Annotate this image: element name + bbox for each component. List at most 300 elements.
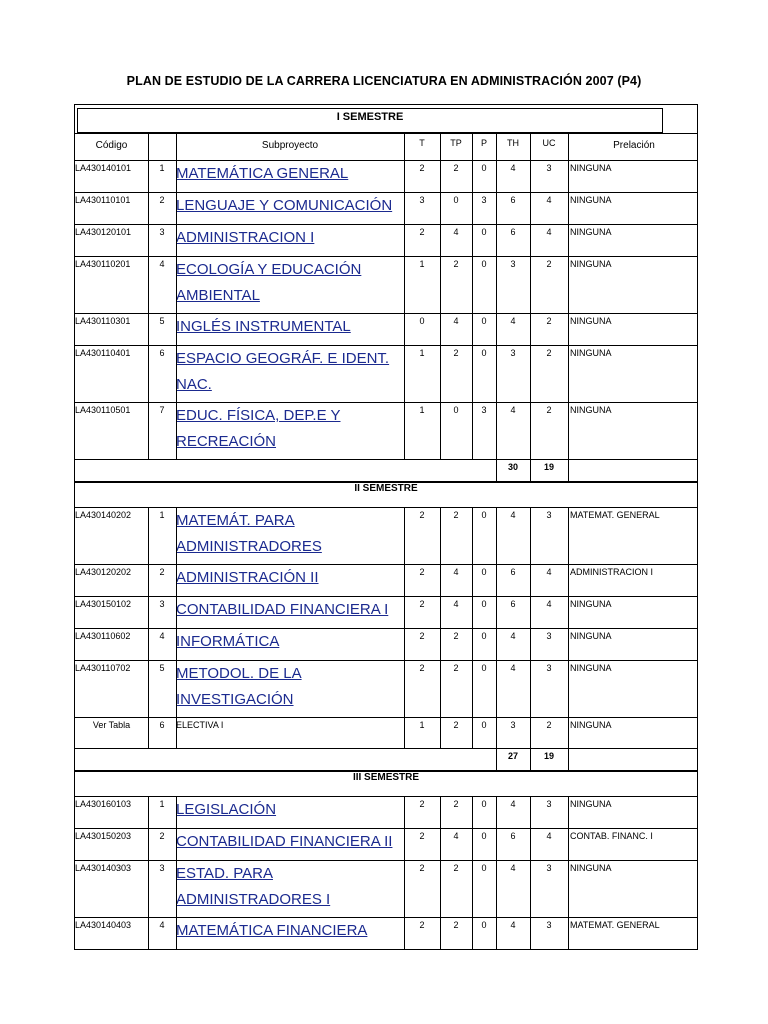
- course-th: 4: [510, 316, 516, 326]
- column-divider: [176, 225, 177, 256]
- course-p: 0: [481, 720, 487, 730]
- column-divider: [568, 257, 569, 313]
- column-divider: [148, 257, 149, 313]
- table-row: [74, 829, 698, 861]
- column-divider: [440, 508, 441, 564]
- course-t: 2: [419, 599, 425, 609]
- column-divider: [530, 861, 531, 917]
- table-row: [74, 629, 698, 661]
- course-p: 0: [481, 920, 487, 930]
- column-divider: [176, 134, 177, 160]
- course-name-line1: ESPACIO GEOGRÁF. E IDENT.: [176, 350, 390, 367]
- column-divider: [568, 861, 569, 917]
- course-th: 6: [510, 567, 516, 577]
- course-p: 3: [481, 405, 487, 415]
- course-p: 0: [481, 227, 487, 237]
- course-name-line1: EDUC. FÍSICA, DEP.E Y: [176, 407, 341, 424]
- column-divider: [440, 861, 441, 917]
- table-frame: [74, 460, 698, 481]
- column-divider: [176, 829, 177, 860]
- column-divider: [530, 749, 531, 770]
- column-divider: [404, 257, 405, 313]
- course-code: Ver Tabla: [92, 720, 131, 730]
- course-tp: 2: [453, 631, 459, 641]
- course-prerequisite: NINGUNA: [570, 663, 612, 673]
- column-divider: [440, 225, 441, 256]
- table-row: [74, 225, 698, 257]
- course-code: LA430150203: [75, 831, 132, 841]
- course-number: 4: [159, 631, 165, 641]
- column-divider: [148, 346, 149, 402]
- column-divider: [530, 257, 531, 313]
- column-divider: [530, 661, 531, 717]
- course-tp: 2: [453, 163, 459, 173]
- header-p: P: [480, 138, 487, 148]
- column-divider: [568, 829, 569, 860]
- column-divider: [496, 314, 497, 345]
- course-uc: 3: [546, 163, 552, 173]
- column-divider: [472, 193, 473, 224]
- course-prerequisite: NINGUNA: [570, 348, 612, 358]
- column-divider: [440, 597, 441, 628]
- course-number: 4: [159, 259, 165, 269]
- column-divider: [496, 749, 497, 770]
- column-divider: [176, 661, 177, 717]
- course-name-line1: ADMINISTRACION I: [176, 229, 315, 246]
- column-divider: [176, 565, 177, 596]
- table-row: [74, 797, 698, 829]
- column-divider: [496, 225, 497, 256]
- header-tp: TP: [450, 138, 462, 148]
- column-divider: [496, 829, 497, 860]
- table-row: [74, 346, 698, 403]
- course-p: 0: [481, 163, 487, 173]
- column-divider: [404, 314, 405, 345]
- course-number: 2: [159, 567, 165, 577]
- course-code: LA430120202: [75, 567, 132, 577]
- column-divider: [176, 314, 177, 345]
- column-divider: [496, 918, 497, 949]
- column-divider: [496, 403, 497, 459]
- column-divider: [530, 193, 531, 224]
- course-name-line1: MATEMÁT. PARA: [176, 512, 295, 529]
- course-name-line1: CONTABILIDAD FINANCIERA I: [176, 601, 389, 618]
- column-divider: [568, 193, 569, 224]
- course-name-line1: ESTAD. PARA: [176, 865, 273, 882]
- course-prerequisite: NINGUNA: [570, 195, 612, 205]
- course-prerequisite: NINGUNA: [570, 316, 612, 326]
- total-th: 30: [507, 462, 518, 472]
- course-name-line1: METODOL. DE LA: [176, 665, 302, 682]
- course-name-line1: MATEMÁTICA FINANCIERA: [176, 922, 368, 939]
- column-divider: [148, 597, 149, 628]
- course-number: 6: [159, 720, 165, 730]
- column-divider: [404, 829, 405, 860]
- course-number: 4: [159, 920, 165, 930]
- course-name: [176, 193, 404, 224]
- column-divider: [440, 346, 441, 402]
- course-number: 5: [159, 316, 165, 326]
- course-code: LA430110501: [75, 405, 131, 415]
- course-name: [176, 403, 404, 459]
- course-p: 0: [481, 567, 487, 577]
- course-p: 0: [481, 259, 487, 269]
- column-divider: [530, 346, 531, 402]
- course-th: 3: [510, 348, 516, 358]
- column-divider: [148, 861, 149, 917]
- course-t: 2: [419, 227, 425, 237]
- course-prerequisite: NINGUNA: [570, 227, 612, 237]
- course-prerequisite: NINGUNA: [570, 163, 612, 173]
- course-name: [176, 346, 404, 402]
- table-row: [74, 508, 698, 565]
- course-th: 4: [510, 920, 516, 930]
- course-p: 0: [481, 316, 487, 326]
- column-divider: [440, 797, 441, 828]
- course-p: 0: [481, 599, 487, 609]
- course-name: [176, 314, 404, 345]
- course-name-line2: ADMINISTRADORES: [176, 538, 322, 555]
- course-name-line1: INGLÉS INSTRUMENTAL: [176, 318, 351, 335]
- course-number: 5: [159, 663, 165, 673]
- column-divider: [176, 193, 177, 224]
- course-name-line1: LEGISLACIÓN: [176, 801, 277, 818]
- course-code: LA430110401: [75, 348, 131, 358]
- course-th: 4: [510, 863, 516, 873]
- column-divider: [530, 797, 531, 828]
- column-divider: [496, 161, 497, 192]
- course-code: LA430110101: [75, 195, 131, 205]
- column-divider: [404, 134, 405, 160]
- column-divider: [176, 718, 177, 748]
- column-divider: [568, 597, 569, 628]
- table-row: [74, 661, 698, 718]
- column-divider: [176, 918, 177, 949]
- semester-header: [74, 104, 698, 134]
- total-uc: 19: [543, 462, 554, 472]
- column-divider: [496, 861, 497, 917]
- column-divider: [404, 861, 405, 917]
- course-p: 0: [481, 831, 487, 841]
- course-t: 3: [419, 195, 425, 205]
- table-row: [74, 257, 698, 314]
- course-name: [176, 661, 404, 717]
- column-divider: [404, 161, 405, 192]
- column-divider: [472, 403, 473, 459]
- course-code: LA430110602: [75, 631, 131, 641]
- table-row: [74, 718, 698, 749]
- column-divider: [176, 346, 177, 402]
- course-number: 1: [159, 799, 165, 809]
- course-th: 6: [510, 831, 516, 841]
- column-divider: [404, 718, 405, 748]
- column-divider: [176, 161, 177, 192]
- column-divider: [404, 797, 405, 828]
- course-tp: 4: [453, 567, 459, 577]
- course-name: [176, 861, 404, 917]
- column-divider: [496, 134, 497, 160]
- study-plan-table: [74, 104, 698, 950]
- course-uc: 4: [546, 831, 552, 841]
- course-name-line2: INVESTIGACIÓN: [176, 691, 294, 708]
- course-number: 1: [159, 163, 165, 173]
- course-th: 4: [510, 510, 516, 520]
- course-uc: 2: [546, 405, 552, 415]
- column-divider: [496, 193, 497, 224]
- column-divider: [176, 797, 177, 828]
- course-prerequisite: ADMINISTRACION I: [570, 567, 654, 577]
- course-uc: 3: [546, 631, 552, 641]
- column-divider: [568, 134, 569, 160]
- column-divider: [148, 161, 149, 192]
- column-divider: [496, 629, 497, 660]
- course-name: [176, 597, 404, 628]
- course-prerequisite: NINGUNA: [570, 599, 612, 609]
- course-name-line2: AMBIENTAL: [176, 287, 260, 304]
- course-th: 6: [510, 599, 516, 609]
- course-name: [176, 257, 404, 313]
- column-divider: [148, 829, 149, 860]
- course-number: 7: [159, 405, 165, 415]
- column-divider: [404, 346, 405, 402]
- course-name-line1: INFORMÁTICA: [176, 633, 280, 650]
- course-uc: 3: [546, 799, 552, 809]
- column-divider: [568, 749, 569, 770]
- column-divider: [568, 565, 569, 596]
- course-name: [176, 565, 404, 596]
- column-divider: [472, 661, 473, 717]
- course-p: 0: [481, 631, 487, 641]
- column-divider: [176, 597, 177, 628]
- course-p: 0: [481, 663, 487, 673]
- column-divider: [496, 346, 497, 402]
- header-uc: UC: [542, 138, 556, 148]
- course-th: 4: [510, 631, 516, 641]
- column-divider: [148, 661, 149, 717]
- column-divider: [404, 565, 405, 596]
- course-code: LA430160103: [75, 799, 132, 809]
- semester-header: [74, 482, 698, 508]
- course-number: 3: [159, 227, 165, 237]
- column-divider: [530, 918, 531, 949]
- course-uc: 2: [546, 259, 552, 269]
- totals-row: [74, 749, 698, 771]
- course-uc: 3: [546, 920, 552, 930]
- course-code: LA430140101: [75, 163, 132, 173]
- course-t: 1: [419, 405, 425, 415]
- total-uc: 19: [543, 751, 554, 761]
- column-divider: [404, 403, 405, 459]
- column-divider: [148, 797, 149, 828]
- column-divider: [568, 346, 569, 402]
- column-divider: [148, 718, 149, 748]
- semester-label: I SEMESTRE: [77, 108, 663, 133]
- column-divider: [472, 861, 473, 917]
- column-divider: [148, 314, 149, 345]
- course-uc: 4: [546, 227, 552, 237]
- column-divider: [440, 829, 441, 860]
- course-prerequisite: NINGUNA: [570, 405, 612, 415]
- course-name: [176, 918, 404, 949]
- course-name: [176, 225, 404, 256]
- column-divider: [496, 508, 497, 564]
- column-divider: [568, 403, 569, 459]
- course-name: [176, 161, 404, 192]
- column-divider: [530, 134, 531, 160]
- course-th: 4: [510, 163, 516, 173]
- column-divider: [568, 918, 569, 949]
- course-prerequisite: CONTAB. FINANC. I: [570, 831, 653, 841]
- column-divider: [440, 629, 441, 660]
- course-name-line1: ADMINISTRACIÓN II: [176, 569, 319, 586]
- course-number: 3: [159, 599, 165, 609]
- course-code: LA430150102: [75, 599, 132, 609]
- course-number: 2: [159, 195, 165, 205]
- course-code: LA430110702: [75, 663, 131, 673]
- course-uc: 2: [546, 316, 552, 326]
- course-number: 3: [159, 863, 165, 873]
- column-divider: [568, 661, 569, 717]
- column-divider: [568, 629, 569, 660]
- course-uc: 2: [546, 348, 552, 358]
- table-row: [74, 193, 698, 225]
- course-tp: 4: [453, 599, 459, 609]
- column-divider: [530, 314, 531, 345]
- course-th: 6: [510, 227, 516, 237]
- course-th: 3: [510, 259, 516, 269]
- page-title: PLAN DE ESTUDIO DE LA CARRERA LICENCIATURA EN ADMINISTRACIÓN 2007 (P4): [126, 74, 642, 88]
- column-divider: [496, 460, 497, 481]
- column-divider: [440, 718, 441, 748]
- table-header-row: [74, 134, 698, 161]
- course-p: 0: [481, 799, 487, 809]
- column-divider: [472, 508, 473, 564]
- header-t: T: [419, 138, 425, 148]
- course-name: [176, 797, 404, 828]
- table-row: [74, 597, 698, 629]
- header-prelacion: Prelación: [613, 140, 655, 151]
- course-th: 3: [510, 720, 516, 730]
- column-divider: [440, 661, 441, 717]
- course-name: [176, 829, 404, 860]
- course-tp: 2: [453, 720, 459, 730]
- course-uc: 4: [546, 567, 552, 577]
- column-divider: [530, 161, 531, 192]
- semester-header: [74, 771, 698, 797]
- column-divider: [496, 257, 497, 313]
- column-divider: [176, 508, 177, 564]
- column-divider: [176, 403, 177, 459]
- column-divider: [148, 629, 149, 660]
- total-th: 27: [507, 751, 518, 761]
- column-divider: [530, 718, 531, 748]
- column-divider: [472, 565, 473, 596]
- course-p: 0: [481, 863, 487, 873]
- column-divider: [496, 565, 497, 596]
- column-divider: [568, 508, 569, 564]
- course-p: 3: [481, 195, 487, 205]
- column-divider: [404, 193, 405, 224]
- column-divider: [530, 629, 531, 660]
- course-tp: 2: [453, 863, 459, 873]
- column-divider: [148, 918, 149, 949]
- course-prerequisite: MATEMAT. GENERAL: [570, 510, 660, 520]
- column-divider: [440, 193, 441, 224]
- course-tp: 2: [453, 920, 459, 930]
- column-divider: [568, 797, 569, 828]
- course-t: 2: [419, 163, 425, 173]
- course-t: 2: [419, 631, 425, 641]
- column-divider: [472, 134, 473, 160]
- column-divider: [568, 314, 569, 345]
- column-divider: [568, 225, 569, 256]
- course-t: 1: [419, 259, 425, 269]
- course-t: 2: [419, 920, 425, 930]
- course-prerequisite: MATEMAT. GENERAL: [570, 920, 660, 930]
- course-tp: 4: [453, 227, 459, 237]
- course-prerequisite: NINGUNA: [570, 259, 612, 269]
- course-th: 4: [510, 799, 516, 809]
- column-divider: [530, 565, 531, 596]
- course-name-line1: ELECTIVA I: [176, 720, 224, 730]
- column-divider: [148, 508, 149, 564]
- column-divider: [472, 918, 473, 949]
- column-divider: [404, 629, 405, 660]
- course-prerequisite: NINGUNA: [570, 631, 612, 641]
- course-uc: 2: [546, 720, 552, 730]
- course-p: 0: [481, 510, 487, 520]
- course-t: 2: [419, 510, 425, 520]
- table-row: [74, 403, 698, 460]
- header-subproyecto: Subproyecto: [261, 140, 319, 151]
- column-divider: [176, 629, 177, 660]
- column-divider: [530, 508, 531, 564]
- column-divider: [496, 661, 497, 717]
- course-tp: 2: [453, 799, 459, 809]
- course-t: 2: [419, 831, 425, 841]
- column-divider: [472, 629, 473, 660]
- course-uc: 3: [546, 510, 552, 520]
- column-divider: [472, 597, 473, 628]
- course-th: 4: [510, 663, 516, 673]
- course-prerequisite: NINGUNA: [570, 863, 612, 873]
- course-t: 2: [419, 863, 425, 873]
- column-divider: [440, 314, 441, 345]
- course-name-line2: RECREACIÓN: [176, 433, 277, 450]
- course-t: 1: [419, 348, 425, 358]
- column-divider: [530, 597, 531, 628]
- column-divider: [404, 661, 405, 717]
- course-t: 0: [419, 316, 425, 326]
- table-row: [74, 918, 698, 950]
- column-divider: [472, 161, 473, 192]
- course-t: 1: [419, 720, 425, 730]
- column-divider: [472, 314, 473, 345]
- course-name-line1: MATEMÁTICA GENERAL: [176, 165, 349, 182]
- course-name-line1: LENGUAJE Y COMUNICACIÓN: [176, 197, 393, 214]
- course-t: 2: [419, 567, 425, 577]
- column-divider: [148, 225, 149, 256]
- header-th: TH: [507, 138, 519, 148]
- course-t: 2: [419, 663, 425, 673]
- column-divider: [472, 257, 473, 313]
- column-divider: [530, 829, 531, 860]
- table-row: [74, 565, 698, 597]
- column-divider: [404, 597, 405, 628]
- table-row: [74, 861, 698, 918]
- column-divider: [530, 225, 531, 256]
- course-code: LA430110201: [75, 259, 131, 269]
